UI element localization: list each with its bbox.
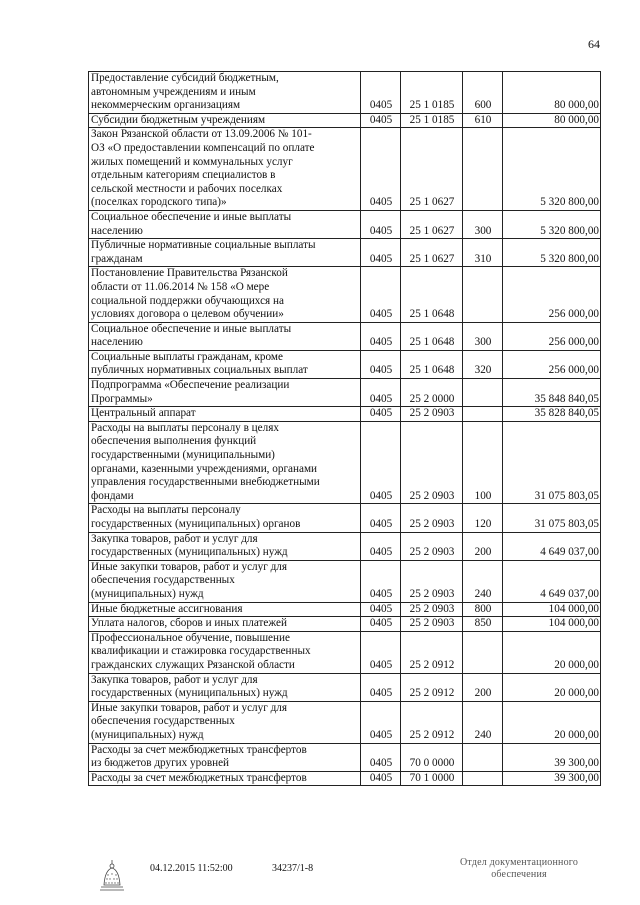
budget-table [88, 71, 601, 786]
row-name-cell: Социальные выплаты гражданам, кроме публичных нормативных социальных выплат [89, 350, 361, 378]
table-row [89, 631, 601, 673]
row-amount-cell: 80 000,00 [503, 72, 601, 114]
row-section-cell: 0405 [361, 350, 401, 378]
row-section-cell: 0405 [361, 407, 401, 422]
row-amount-cell: 20 000,00 [503, 701, 601, 743]
row-expense-type-cell: 240 [463, 701, 503, 743]
row-expense-type-cell: 240 [463, 560, 503, 602]
row-article-cell: 25 1 0185 [401, 72, 463, 114]
row-amount-cell: 39 300,00 [503, 743, 601, 771]
row-name-cell: Закупка товаров, работ и услуг для государственных (муниципальных) нужд [89, 673, 361, 701]
row-expense-type-cell [463, 128, 503, 211]
row-article-cell: 25 2 0903 [401, 617, 463, 632]
table-row [89, 701, 601, 743]
row-name-cell: Центральный аппарат [89, 407, 361, 422]
table-row [89, 617, 601, 632]
row-section-cell: 0405 [361, 267, 401, 322]
row-article-cell: 25 2 0903 [401, 421, 463, 504]
row-expense-type-cell [463, 407, 503, 422]
row-amount-cell: 31 075 803,05 [503, 504, 601, 532]
table-row [89, 379, 601, 407]
row-name-cell: Субсидии бюджетным учреждениям [89, 113, 361, 128]
row-section-cell: 0405 [361, 421, 401, 504]
row-expense-type-cell: 300 [463, 322, 503, 350]
footer-doc-number: 34237/1-8 [272, 863, 314, 874]
table-row [89, 743, 601, 771]
row-section-cell: 0405 [361, 743, 401, 771]
row-expense-type-cell: 310 [463, 239, 503, 267]
row-name-cell: Иные закупки товаров, работ и услуг для обеспечения государственных (муниципальных) нужд [89, 701, 361, 743]
table-row [89, 602, 601, 617]
row-article-cell: 25 1 0627 [401, 128, 463, 211]
table-row [89, 673, 601, 701]
table-row [89, 532, 601, 560]
row-expense-type-cell [463, 267, 503, 322]
row-name-cell: Постановление Правительства Рязанской области от 11.06.2014 № 158 «О мере социальной поддержки обучающихся на условиях договора о целевом обучении» [89, 267, 361, 322]
row-article-cell: 25 2 0912 [401, 631, 463, 673]
table-row [89, 128, 601, 211]
row-section-cell: 0405 [361, 602, 401, 617]
row-name-cell: Расходы за счет межбюджетных трансфертов из бюджетов других уровней [89, 743, 361, 771]
row-expense-type-cell: 800 [463, 602, 503, 617]
row-section-cell: 0405 [361, 379, 401, 407]
row-amount-cell: 4 649 037,00 [503, 532, 601, 560]
row-section-cell: 0405 [361, 128, 401, 211]
row-article-cell: 25 1 0627 [401, 210, 463, 238]
row-section-cell: 0405 [361, 239, 401, 267]
row-amount-cell: 256 000,00 [503, 350, 601, 378]
row-name-cell: Закон Рязанской области от 13.09.2006 № 101- ОЗ «О предоставлении компенсаций по оплате жилых помещений и коммунальных услуг отдельным категориям специалистов в сельской местности и рабочих поселках (поселках городского типа)» [89, 128, 361, 211]
table-row [89, 504, 601, 532]
row-name-cell: Профессиональное обучение, повышение квалификации и стажировка государственных гражданских служащих Рязанской области [89, 631, 361, 673]
row-amount-cell: 20 000,00 [503, 631, 601, 673]
row-expense-type-cell: 200 [463, 673, 503, 701]
row-expense-type-cell: 610 [463, 113, 503, 128]
row-name-cell: Социальное обеспечение и иные выплаты населению [89, 322, 361, 350]
row-amount-cell: 256 000,00 [503, 322, 601, 350]
row-article-cell: 25 2 0912 [401, 701, 463, 743]
row-name-cell: Подпрограмма «Обеспечение реализации Программы» [89, 379, 361, 407]
row-article-cell: 25 1 0648 [401, 267, 463, 322]
row-article-cell: 25 2 0903 [401, 560, 463, 602]
table-row [89, 72, 601, 114]
row-section-cell: 0405 [361, 322, 401, 350]
row-amount-cell: 20 000,00 [503, 673, 601, 701]
row-section-cell: 0405 [361, 631, 401, 673]
row-section-cell: 0405 [361, 113, 401, 128]
footer [84, 857, 594, 897]
row-amount-cell: 31 075 803,05 [503, 421, 601, 504]
footer-department-stamp: Отдел документационного обеспечения [459, 857, 579, 880]
bell-logo-icon [92, 857, 132, 896]
row-section-cell: 0405 [361, 701, 401, 743]
row-expense-type-cell: 320 [463, 350, 503, 378]
row-article-cell: 25 2 0000 [401, 379, 463, 407]
footer-timestamp: 04.12.2015 11:52:00 [150, 863, 233, 874]
table-row [89, 407, 601, 422]
row-article-cell: 25 2 0903 [401, 602, 463, 617]
row-amount-cell: 39 300,00 [503, 771, 601, 786]
row-section-cell: 0405 [361, 673, 401, 701]
row-amount-cell: 35 848 840,05 [503, 379, 601, 407]
row-name-cell: Расходы на выплаты персоналу в целях обеспечения выполнения функций государственными (муниципальными) органами, казенными учреждениями, органами управления государственными внебюджетными фондами [89, 421, 361, 504]
row-amount-cell: 80 000,00 [503, 113, 601, 128]
row-name-cell: Предоставление субсидий бюджетным, автономным учреждениям и иным некоммерческим организациям [89, 72, 361, 114]
row-name-cell: Расходы за счет межбюджетных трансфертов [89, 771, 361, 786]
row-amount-cell: 4 649 037,00 [503, 560, 601, 602]
row-expense-type-cell [463, 379, 503, 407]
row-article-cell: 70 1 0000 [401, 771, 463, 786]
table-row [89, 560, 601, 602]
row-name-cell: Публичные нормативные социальные выплаты гражданам [89, 239, 361, 267]
row-expense-type-cell: 120 [463, 504, 503, 532]
row-expense-type-cell: 300 [463, 210, 503, 238]
row-article-cell: 70 0 0000 [401, 743, 463, 771]
row-section-cell: 0405 [361, 771, 401, 786]
table-row [89, 421, 601, 504]
row-amount-cell: 104 000,00 [503, 602, 601, 617]
table-row [89, 267, 601, 322]
row-section-cell: 0405 [361, 617, 401, 632]
table-row [89, 113, 601, 128]
row-section-cell: 0405 [361, 560, 401, 602]
row-expense-type-cell [463, 631, 503, 673]
row-expense-type-cell: 850 [463, 617, 503, 632]
row-amount-cell: 5 320 800,00 [503, 239, 601, 267]
row-amount-cell: 5 320 800,00 [503, 128, 601, 211]
row-section-cell: 0405 [361, 504, 401, 532]
page-number: 64 [588, 37, 600, 51]
budget-table-body [89, 72, 601, 786]
row-name-cell: Социальное обеспечение и иные выплаты населению [89, 210, 361, 238]
row-amount-cell: 5 320 800,00 [503, 210, 601, 238]
table-row [89, 350, 601, 378]
row-article-cell: 25 2 0903 [401, 504, 463, 532]
row-expense-type-cell: 600 [463, 72, 503, 114]
row-expense-type-cell: 200 [463, 532, 503, 560]
table-row [89, 322, 601, 350]
row-name-cell: Иные закупки товаров, работ и услуг для обеспечения государственных (муниципальных) нужд [89, 560, 361, 602]
row-section-cell: 0405 [361, 532, 401, 560]
row-name-cell: Расходы на выплаты персоналу государственных (муниципальных) органов [89, 504, 361, 532]
table-row [89, 239, 601, 267]
row-section-cell: 0405 [361, 210, 401, 238]
row-amount-cell: 35 828 840,05 [503, 407, 601, 422]
row-article-cell: 25 1 0648 [401, 322, 463, 350]
row-name-cell: Закупка товаров, работ и услуг для государственных (муниципальных) нужд [89, 532, 361, 560]
row-name-cell: Иные бюджетные ассигнования [89, 602, 361, 617]
row-expense-type-cell: 100 [463, 421, 503, 504]
row-amount-cell: 256 000,00 [503, 267, 601, 322]
row-article-cell: 25 2 0903 [401, 532, 463, 560]
row-name-cell: Уплата налогов, сборов и иных платежей [89, 617, 361, 632]
row-article-cell: 25 1 0627 [401, 239, 463, 267]
row-expense-type-cell [463, 771, 503, 786]
row-expense-type-cell [463, 743, 503, 771]
row-article-cell: 25 2 0903 [401, 407, 463, 422]
row-amount-cell: 104 000,00 [503, 617, 601, 632]
row-section-cell: 0405 [361, 72, 401, 114]
row-article-cell: 25 1 0185 [401, 113, 463, 128]
row-article-cell: 25 2 0912 [401, 673, 463, 701]
row-article-cell: 25 1 0648 [401, 350, 463, 378]
table-row [89, 771, 601, 786]
table-row [89, 210, 601, 238]
